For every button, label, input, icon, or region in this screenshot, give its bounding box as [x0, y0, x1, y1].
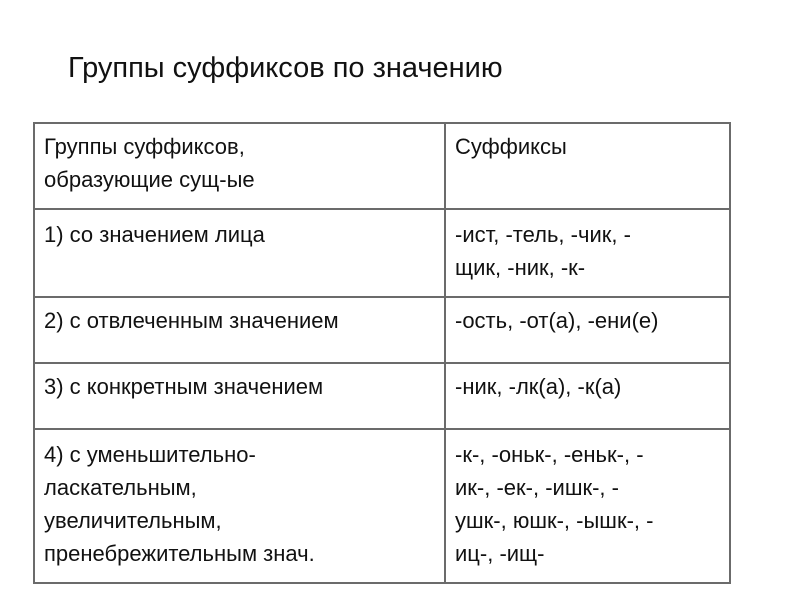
- suffix-list: -ость, -от(а), -ени(е): [455, 308, 659, 333]
- group-label: 3) с конкретным значением: [44, 374, 324, 399]
- group-cell: [34, 209, 445, 297]
- suffix-cell: [445, 363, 730, 429]
- suffix-cell: [445, 209, 730, 297]
- table-header-row: [34, 123, 730, 209]
- header-label: Суффиксы: [455, 134, 567, 159]
- table-row: [34, 209, 730, 297]
- suffix-table: [33, 122, 731, 584]
- header-label: Группы суффиксов, образующие сущ-ые: [44, 134, 255, 192]
- page-title: Группы суффиксов по значению: [68, 52, 503, 84]
- table-row: [34, 429, 730, 583]
- suffix-list: -ист, -тель, -чик, - щик, -ник, -к-: [455, 222, 631, 280]
- suffix-list: -ник, -лк(а), -к(а): [455, 374, 622, 399]
- group-label: 4) с уменьшительно- ласкательным, увеличительным, пренебрежительным знач.: [44, 442, 315, 566]
- group-label: 1) со значением лица: [44, 222, 265, 247]
- suffix-list: -к-, -оньк-, -еньк-, - ик-, -ек-, -ишк-, - ушк-, юшк-, -ышк-, - иц-, -ищ-: [455, 442, 654, 566]
- group-cell: [34, 363, 445, 429]
- header-cell-suffixes: [445, 123, 730, 209]
- header-cell-groups: [34, 123, 445, 209]
- group-cell: [34, 429, 445, 583]
- table-row: [34, 363, 730, 429]
- table-row: [34, 297, 730, 363]
- group-cell: [34, 297, 445, 363]
- suffix-cell: [445, 297, 730, 363]
- suffix-cell: [445, 429, 730, 583]
- group-label: 2) с отвлеченным значением: [44, 308, 339, 333]
